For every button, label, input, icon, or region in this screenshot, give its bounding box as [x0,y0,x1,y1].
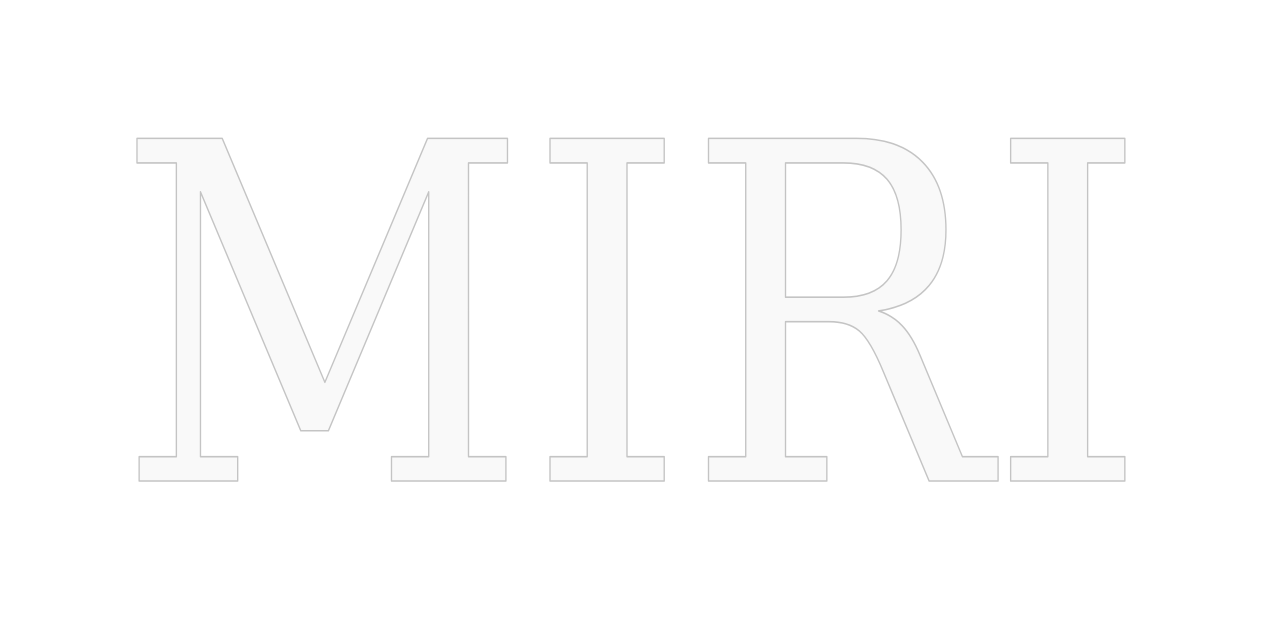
logo-text: MIRI [117,45,1147,592]
